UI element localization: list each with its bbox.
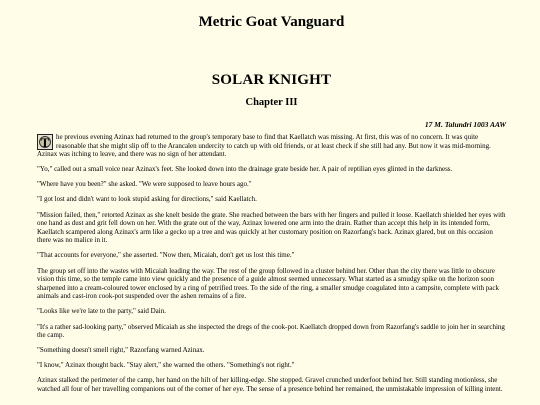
paragraph: "I know," Azinax thought back. "Stay alert," she warned the others. "Something's not right." xyxy=(37,361,295,370)
paragraph: "It's a rather sad-looking party," observed Micaiah as she inspected the dregs of the cook-pot. Kaellatch dropped down from Razorfang's saddle to join her in searching the camp. xyxy=(37,322,505,340)
chapter-heading: Chapter III xyxy=(245,97,298,108)
dateline: 17 M. Talundri 1003 AAW xyxy=(424,120,506,129)
paragraph-first xyxy=(37,133,506,159)
paragraph: "I got lost and didn't want to look stupid asking for directions," said Kaellatch. xyxy=(37,195,257,204)
dropcap-letter: T xyxy=(40,135,50,150)
site-title: Metric Goat Vanguard xyxy=(198,14,345,30)
paragraph-first-text: he previous evening Azinax had returned to the group's temporary base to find that Kaellatch was missing. At first, this was of no concern. It was quite reasonable that she might slip off to the Arancalen undercity to catch up with old friends, or at least check if she still had any. But now it was mid-morning. Azinax was itching to leave, and there was no sign of her attendant. xyxy=(37,133,491,159)
paragraph: "Yo," called out a small voice near Azinax's feet. She looked down into the drainage grate beside her. A pair of reptilian eyes glinted in the darkness. xyxy=(37,165,453,174)
paragraph: "That accounts for everyone," she asserted. "Now then, Micaiah, don't get us lost this time." xyxy=(37,251,295,260)
paragraph: "Where have you been?" she asked. "We were supposed to leave hours ago." xyxy=(37,180,252,189)
paragraph: Azinax stalked the perimeter of the camp, her hand on the hilt of her killing-edge. She stopped. Gravel crunched underfoot behind her. Still standing motionless, she watched all four of her travelling companions out of the corner of her eye. The sense of a presence behind her remained, the unmistakable impression of killing intent. xyxy=(37,376,503,393)
paragraph: "Mission failed, then," retorted Azinax as she knelt beside the grate. She reached between the bars with her fingers and pulled it loose. Kaellatch shielded her eyes with one hand as dust and grit fell down on her. With the grate out of the way, Azinax lowered one arm into the drain. Rather than accept this help in its intended form, Kaellatch scampered along Azinax's arm like a gecko up a tree and was quickly at her customary position on Razorfang's back. Azinax glared, but on this occasion there was no malice in it. xyxy=(37,210,506,245)
illuminated-dropcap xyxy=(37,134,53,150)
story-title: SOLAR KNIGHT xyxy=(211,72,332,88)
paragraph: The group set off into the wastes with Micaiah leading the way. The rest of the group followed in a cluster behind her. Other than the city there was little to obscure vision this time, so the temple came into view quickly and the presence of a guide almost seemed unnecessary. What started as a smudgy spike on the horizon soon sharpened into a cream-coloured tower enclosed by a ring of petrified trees. To the side of the ring, a smaller smudge coagulated into a campsite, complete with pack animals and cast-iron cook-pot suspended over the ashen remains of a fire. xyxy=(37,266,499,301)
paragraph: "Something doesn't smell right," Razorfang warned Azinax. xyxy=(37,346,205,355)
paragraph: "Looks like we're late to the party," said Dain. xyxy=(37,307,166,316)
